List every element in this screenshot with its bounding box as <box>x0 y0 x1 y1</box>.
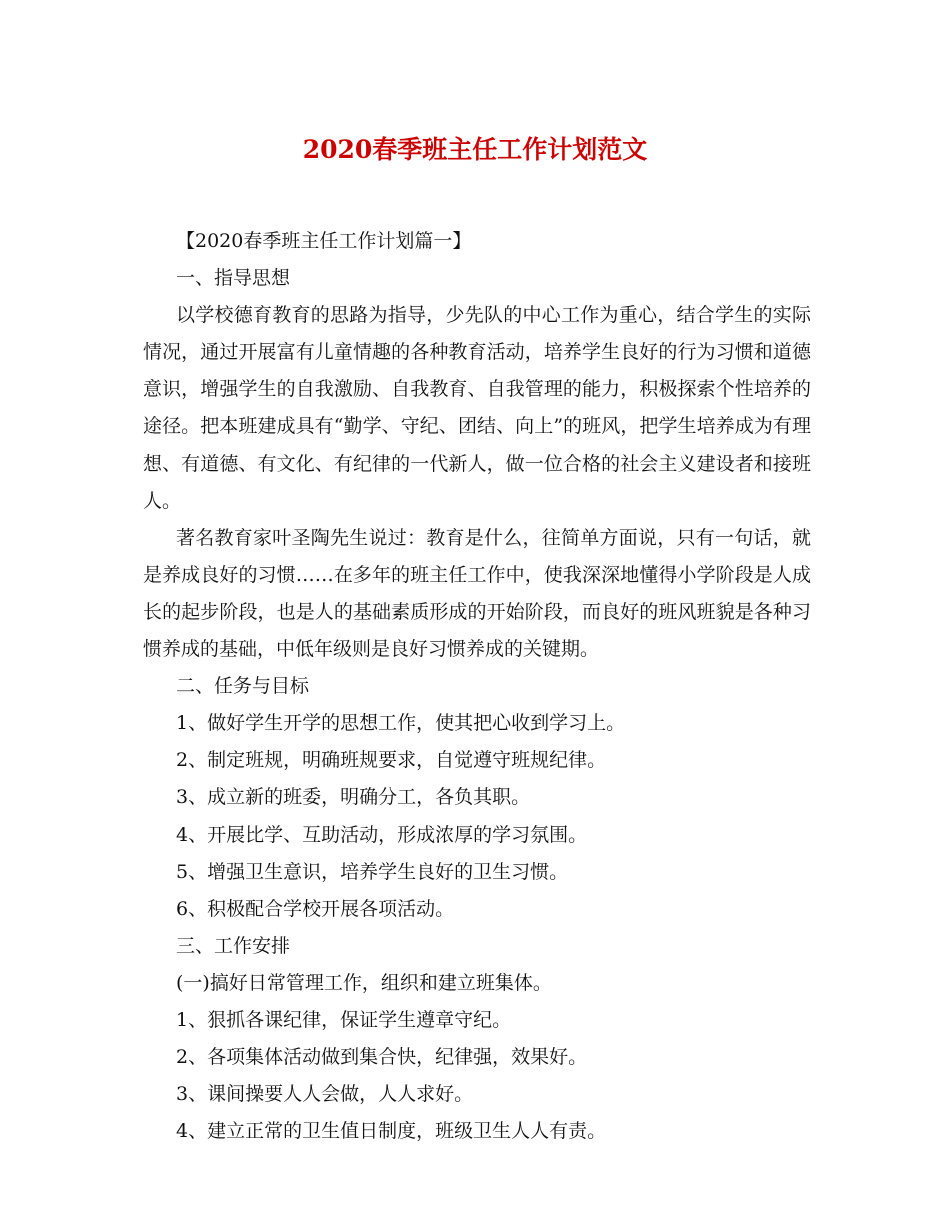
list-item: 1、狠抓各课纪律，保证学生遵章守纪。 <box>176 1008 512 1031</box>
list-item: 3、课间操要人人会做，人人求好。 <box>176 1083 474 1106</box>
document-body <box>143 223 811 1150</box>
list-item: 4、建立正常的卫生值日制度，班级卫生人人有责。 <box>176 1120 607 1143</box>
paragraph-guiding-ideology: 以学校德育教育的思路为指导，少先队的中心工作为重心，结合学生的实际情况，通过开展富有儿童情趣的各种教育活动，培养学生良好的行为习惯和道德意识，增强学生的自我激励、自我教育、自我管理的能力，积极探索个性培养的途径。把本班建成具有“勤学、守纪、团结、向上”的班风，把学生培养成为有理想、有道德、有文化、有纪律的一代新人，做一位合格的社会主义建设者和接班人。 <box>143 304 811 512</box>
section-heading-tasks-goals: 二、任务与目标 <box>176 675 310 698</box>
section-heading-part-one: 【2020春季班主任工作计划篇一】 <box>176 230 472 252</box>
list-item: 4、开展比学、互助活动，形成浓厚的学习氛围。 <box>176 823 588 846</box>
list-item: 5、增强卫生意识，培养学生良好的卫生习惯。 <box>176 860 569 883</box>
list-item: 2、制定班规，明确班规要求，自觉遵守班规纪律。 <box>176 749 607 772</box>
list-item: 2、各项集体活动做到集合快，纪律强，效果好。 <box>176 1046 588 1069</box>
list-item: 1、做好学生开学的思想工作，使其把心收到学习上。 <box>176 712 626 735</box>
subsection-heading-daily-management: (一)搞好日常管理工作，组织和建立班集体。 <box>176 971 552 994</box>
list-item: 3、成立新的班委，明确分工，各负其职。 <box>176 786 531 809</box>
section-heading-work-arrangement: 三、工作安排 <box>176 934 291 957</box>
document-title: 2020春季班主任工作计划范文 <box>302 135 648 164</box>
section-heading-guiding-ideology: 一、指导思想 <box>176 267 291 290</box>
list-item: 6、积极配合学校开展各项活动。 <box>176 897 455 920</box>
paragraph-ye-shengtao-quote: 著名教育家叶圣陶先生说过：教育是什么，往简单方面说，只有一句话，就是养成良好的习惯……在多年的班主任工作中，使我深深地懂得小学阶段是人成长的起步阶段，也是人的基础素质形成的开始阶段，而良好的班风班貌是各种习惯养成的基础，中低年级则是良好习惯养成的关键期。 <box>143 526 811 661</box>
